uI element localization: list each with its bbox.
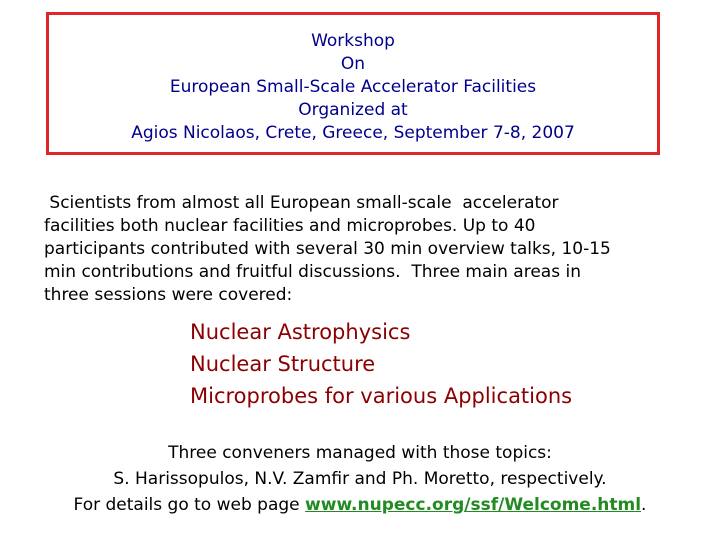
title-on: On: [340, 54, 366, 74]
description-line: min contributions and fruitful discussions. Three main areas in: [44, 262, 581, 282]
description-line: Scientists from almost all European small-scale accelerator: [44, 193, 559, 213]
footer-conveners-intro: Three conveners managed with those topics:: [168, 443, 552, 463]
description-line: three sessions were covered:: [44, 285, 293, 305]
title-workshop: Workshop: [311, 31, 395, 51]
title-workshop-name: European Small-Scale Accelerator Facilities: [169, 77, 537, 97]
topic-item: Microprobes for various Applications: [190, 384, 573, 408]
description-line: participants contributed with several 30 min overview talks, 10-15: [44, 239, 611, 259]
title-box: [46, 12, 660, 155]
footer-details-line: [0, 492, 720, 518]
title-location-date: Agios Nicolaos, Crete, Greece, September 7-8, 2007: [131, 123, 575, 143]
footer-details-prefix: For details go to web page: [73, 495, 306, 515]
topic-item: Nuclear Structure: [190, 352, 376, 376]
footer-details-suffix: .: [641, 495, 647, 515]
title-organized-at: Organized at: [298, 100, 408, 120]
description-paragraph: [44, 192, 684, 307]
topic-list: [190, 316, 572, 412]
footer-text: [0, 440, 720, 518]
description-line: facilities both nuclear facilities and microprobes. Up to 40: [44, 216, 536, 236]
workshop-web-link[interactable]: www.nupecc.org/ssf/Welcome.html: [305, 495, 642, 515]
footer-conveners-names: S. Harissopulos, N.V. Zamfir and Ph. Moretto, respectively.: [113, 469, 607, 489]
topic-item: Nuclear Astrophysics: [190, 320, 411, 344]
